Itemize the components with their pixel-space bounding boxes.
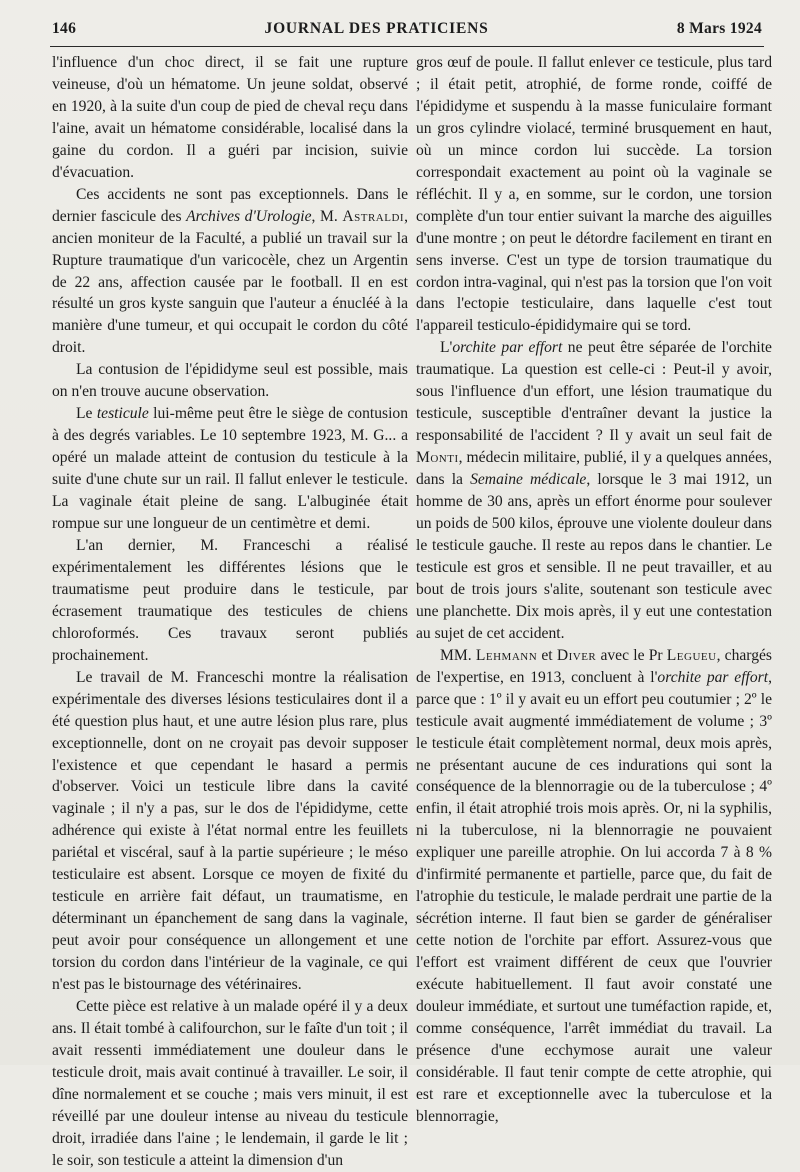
paragraph: Le travail de M. Franceschi montre la réalisation expérimentale des diverses lésions testiculaires dont il a été question plus haut, et une autre lésion plus rare, plus exceptionnelle, dont on ne croyait pas devoir supposer l'existence et que cependant le hasard a permis d'observer. Voici un testicule libre dans la cavité vaginale ; il n'y a pas, sur le dos de l'épididyme, cette adhérence qui existe à l'état normal entre les feuillets pariétal et viscéral, sauf à la partie supérieure ; le méso testiculaire est absent. Lorsque ce moyen de fixité du testicule en arrière fait défaut, un traumatisme, en déterminant un épanchement de sang dans la vaginale, peut avoir pour conséquence un allongement et une torsion du cordon dans l'intérieur de la vaginale, ce qui n'est pas le bistournage des vétérinaires. xyxy=(52,668,408,994)
paragraph: L'an dernier, M. Franceschi a réalisé expérimentalement les différentes lésions que le traumatisme peut produire dans le testicule, par écrasement traumatique des testicules de chiens chloroformés. Ces travaux seront publiés prochainement. xyxy=(52,536,408,664)
running-header xyxy=(52,20,762,46)
right-column xyxy=(416,52,773,1125)
journal-name: Archives d'Urologie xyxy=(186,207,312,225)
paragraph: Ces accidents ne sont pas exceptionnels. Dans le dernier fascicule des Archives d'Urologie, M. Astraldi, ancien moniteur de la Faculté, a publié un travail sur la Rupture traumatique d'un varicocèle, chez un Argentin de 22 ans, affection causée par le football. Il en est résulté un gros kyste sanguin que l'auteur a énucléé à la manière d'une tumeur, et qui occupait le cordon du côté droit. xyxy=(52,185,408,357)
issue-date: 8 Mars 1924 xyxy=(676,20,762,37)
page-number: 146 xyxy=(52,20,77,37)
paragraph: gros œuf de poule. Il fallut enlever ce testicule, plus tard ; il était petit, atrophié, de forme ronde, coiffé de l'épididyme et suspendu à la masse funiculaire formant un gros cylindre violacé, terminé brusquement en haut, où un mince cordon lui succède. La torsion correspondait exactement au point où la vaginale se réfléchit. Il y a, en somme, sur le cordon, une torsion complète d'un tour entier suivant la marche des aiguilles d'une montre ; on peut le détordre facilement en tirant en sens inverse. C'est un type de torsion traumatique du cordon intra-vaginal, qui n'est pas la torsion que l'on voit dans l'ectopie testiculaire, dans laquelle c'est tout l'appareil testiculo-épididymaire qui se tord. xyxy=(416,54,772,335)
emphasized-term: testicule xyxy=(96,405,149,423)
author-name: Diver xyxy=(556,646,597,664)
journal-title: JOURNAL DES PRATICIENS xyxy=(264,20,489,37)
emphasized-term: orchite par effort xyxy=(452,339,563,357)
paragraph: Le testicule lui-même peut être le siège de contusion à des degrés variables. Le 10 septembre 1923, M. G... a opéré un malade atteint de contusion du testicule à la suite d'une chute sur un rail. Il fallut enlever le testicule. La vaginale était pleine de sang. L'albuginée était rompue sur une longueur de un centimètre et demi. xyxy=(52,405,408,533)
author-name: Legueu xyxy=(666,646,717,664)
author-name: Astraldi xyxy=(342,207,405,225)
author-name: Monti xyxy=(416,449,459,467)
paragraph: L'orchite par effort ne peut être séparée de l'orchite traumatique. La question est celle-ci : Peut-il y avoir, sous l'influence d'un effort, une lésion traumatique du testicule, susceptible d'entraîner devant la justice la responsabilité de l'accident ? Il y avait un seul fait de Monti, médecin militaire, publié, il y a quelques années, dans la Semaine médicale, lorsque le 3 mai 1912, un homme de 30 ans, après un effort énorme pour soulever un poids de 500 kilos, éprouve une violente douleur dans le testicule gauche. Il reste au repos dans le chantier. Le testicule est gros et sensible. Il ne peut travailler, et au bout de trois jours s'alite, soutenant son testicule avec une planchette. Dix mois après, il y eut une contestation au sujet de cet accident. xyxy=(416,339,773,642)
left-column xyxy=(52,52,408,1169)
journal-name: Semaine médicale xyxy=(470,471,587,489)
paragraph: Cette pièce est relative à un malade opéré il y a deux ans. Il était tombé à califourchon, sur le faîte d'un toit ; il avait ressenti immédiatement une douleur dans le testicule droit, mais avait continué à travailler. Le soir, il dîne normalement et se couche ; mais vers minuit, il est réveillé par une douleur intense au niveau du testicule droit, irradiée dans l'aine ; le lendemain, il garde le lit ; le soir, son testicule a atteint la dimension d'un xyxy=(52,997,408,1169)
header-rule xyxy=(50,46,764,47)
paragraph: MM. Lehmann et Diver avec le Pr Legueu, chargés de l'expertise, en 1913, concluent à l'orchite par effort, parce que : 1º il y avait eu un effort peu coutumier ; 2º le testicule avait augmenté immédiatement de volume ; 3º le testicule était complètement normal, deux mois après, ne présentant aucune de ces indurations qui sont la conséquence de la blennorragie ou de la tuberculose ; 4º enfin, il était atrophié trois mois après. Or, ni la syphilis, ni la tuberculose, ni la blennorragie ne pouvaient expliquer une pareille atrophie. On lui accorda 7 à 8 % d'infirmité permanente et partielle, parce que, du fait de l'atrophie du testicule, le malade perdrait une partie de la sécrétion interne. Il faut bien se garder de généraliser cette notion de l'orchite par effort. Assurez-vous que l'effort est vraiment différent de ceux que l'ouvrier exécute habituellement. Il faut avoir constaté une douleur immédiate, et surtout une tuméfaction rapide, et, comme conséquence, l'arrêt immédiat du travail. La présence d'une ecchymose aurait une valeur considérable. Il faut tenir compte de cette atrophie, qui est rare et exceptionnelle avec la tuberculose et la blennorragie, xyxy=(416,646,773,1125)
paragraph: La contusion de l'épididyme seul est possible, mais on n'en trouve aucune observation. xyxy=(52,361,408,401)
paragraph: l'influence d'un choc direct, il se fait une rupture veineuse, d'où un hématome. Un jeune soldat, observé en 1920, à la suite d'un coup de pied de cheval reçu dans l'aine, avait un hématome considérable, localisé dans la gaine du cordon. Il a guéri par incision, suivie d'évacuation. xyxy=(52,54,408,181)
emphasized-term: orchite par effort xyxy=(657,668,769,686)
author-name: Lehmann xyxy=(475,646,538,664)
